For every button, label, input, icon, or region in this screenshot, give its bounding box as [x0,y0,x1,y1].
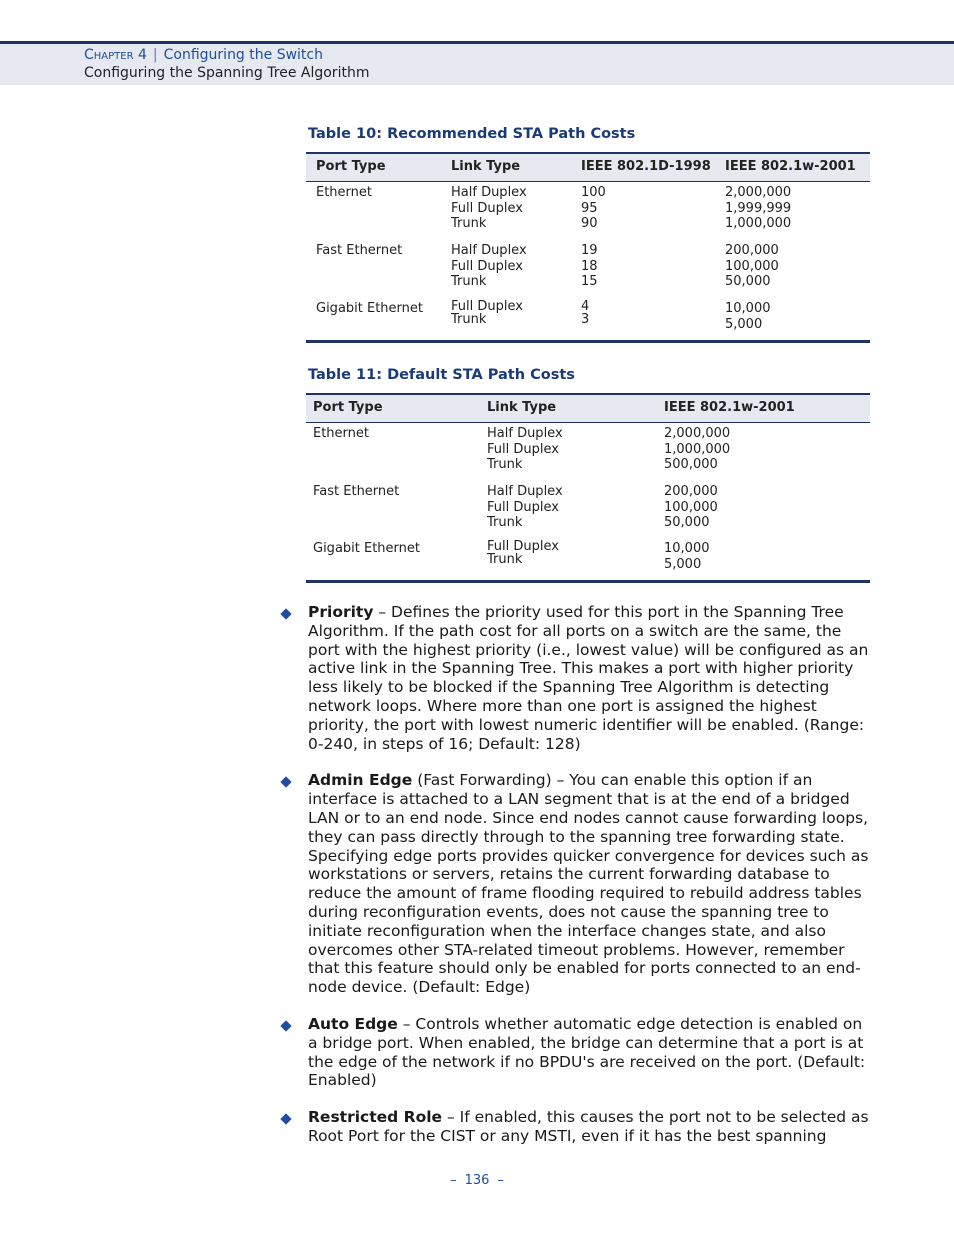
list-item-text [308,603,870,753]
port-type-cell: Fast Ethernet [313,484,400,499]
table11-col-link-type: Link Type [487,400,557,415]
description: (Fast Forwarding) – You can enable this option if an interface is attached to a LAN segment that is at the end of a bridged LAN or to an end node. Since end nodes cannot cause forwarding loops, they can pass directly through to the spanning tree forwarding state. Specifying edge ports provides quicker convergence for devices such as workstations or servers, retains the current forwarding database to reduce the amount of frame flooding required to rebuild address tables during reconfiguration events, does not cause the spanning tree to initiate reconfiguration when the interface changes state, and also overcomes other STA-related timeout problems. However, remember that this feature should only be enabled for ports connected to an end-node device. (Default: Edge) [308,771,869,997]
cost-1998-cell [581,185,606,232]
footer-dash: – [497,1173,504,1188]
cost-value: 15 [581,274,598,290]
link-type: Half Duplex [451,185,527,200]
diamond-bullet-icon [280,1113,291,1124]
description: – If enabled, this causes the port not to be selected as Root Port for the CIST or any MSTI, even if it has the best spanning [308,1108,869,1145]
chapter-line [84,47,323,63]
term: Restricted Role [308,1108,443,1127]
cost-2001-cell [725,185,791,232]
link-type: Full Duplex [451,258,523,274]
cost-value: 10,000 [664,541,710,556]
link-type: Trunk [487,551,523,567]
cost-value: 1,000,000 [664,441,731,457]
cost-value: 100,000 [725,258,779,274]
list-item-text [308,1015,870,1090]
cost-value: 200,000 [664,484,718,499]
link-type-cell [487,426,563,473]
link-type: Trunk [487,515,523,531]
cost-value: 2,000,000 [664,426,731,441]
port-type-cell: Ethernet [313,426,369,441]
list-item [280,771,880,997]
cost-value: 10,000 [725,301,771,316]
cost-value: 5,000 [664,556,702,572]
link-type: Trunk [451,216,487,232]
table10-col-port-type: Port Type [316,159,386,174]
chapter-title: Configuring the Switch [163,47,323,63]
cost-value: 100 [581,185,606,200]
table11-header [306,393,870,423]
table10-col-ieee-1998: IEEE 802.1D-1998 [581,159,711,174]
cost-value: 3 [581,311,590,327]
link-type: Half Duplex [487,426,563,441]
list-item [280,1015,880,1090]
term: Admin Edge [308,771,413,790]
link-type: Half Duplex [487,484,563,499]
header-separator: | [152,47,158,63]
description: – Controls whether automatic edge detection is enabled on a bridge port. When enabled, the bridge can determine that a port is at the edge of the network if no BPDU's are received on the port. (Default: Enabled) [308,1014,866,1090]
link-type: Trunk [487,457,523,473]
table10-col-link-type: Link Type [451,159,521,174]
cost-2001-cell [725,243,779,290]
link-type: Trunk [451,274,487,290]
list-item [280,1108,880,1146]
cost-1998-cell [581,301,589,326]
link-type: Full Duplex [451,299,523,314]
diamond-bullet-icon [280,777,291,788]
link-type: Full Duplex [487,499,559,515]
cost-value: 18 [581,258,598,274]
link-type: Full Duplex [487,539,559,554]
table10-col-ieee-2001: IEEE 802.1w-2001 [725,159,856,174]
footer-dash: – [450,1173,457,1188]
port-type-cell: Fast Ethernet [316,243,403,258]
cost-value: 90 [581,216,598,232]
section-title: Configuring the Spanning Tree Algorithm [84,65,370,81]
link-type-cell [451,185,527,232]
diamond-bullet-icon [280,1020,291,1031]
cost-value: 5,000 [725,316,763,332]
cost-value: 100,000 [664,499,718,515]
link-type: Full Duplex [451,200,523,216]
page-header [0,41,954,85]
cost-value: 19 [581,243,598,258]
port-type-cell: Gigabit Ethernet [313,541,420,556]
cost-value: 4 [581,299,590,314]
cost-2001-cell [664,484,718,531]
page-footer [0,1173,954,1188]
table11-caption: Table 11: Default STA Path Costs [308,367,575,383]
link-type-cell [487,541,559,566]
cost-2001-cell [725,301,771,332]
chapter-label: Chapter 4 [84,47,147,63]
port-type-cell: Ethernet [316,185,372,200]
table10-body [306,182,870,343]
parameter-list [280,603,880,1164]
link-type: Half Duplex [451,243,527,258]
cost-2001-cell [664,541,710,572]
term: Priority [308,603,374,621]
cost-2001-cell [664,426,730,473]
table11-col-ieee-2001: IEEE 802.1w-2001 [664,400,795,415]
table11 [306,393,870,583]
cost-value: 50,000 [725,274,771,290]
diamond-bullet-icon [280,608,291,619]
cost-value: 2,000,000 [725,185,792,200]
link-type: Trunk [451,311,487,327]
link-type-cell [451,301,523,326]
port-type-cell: Gigabit Ethernet [316,301,423,316]
table11-body [306,423,870,583]
term: Auto Edge [308,1014,398,1033]
link-type-cell [451,243,527,290]
cost-1998-cell [581,243,598,290]
cost-value: 50,000 [664,515,710,531]
list-item-text [308,771,870,997]
cost-value: 1,000,000 [725,216,792,232]
table10 [306,152,870,343]
page-number: 136 [464,1173,490,1188]
link-type: Full Duplex [487,441,559,457]
table10-caption: Table 10: Recommended STA Path Costs [308,126,636,142]
list-item-text [308,1108,870,1146]
description: – Defines the priority used for this port in the Spanning Tree Algorithm. If the path cost for all ports on a switch are the same, the port with the highest priority (i.e., lowest value) will be configured as an active link in the Spanning Tree. This makes a port with higher priority less likely to be blocked if the Spanning Tree Algorithm is detecting network loops. Where more than one port is assigned the highest priority, the port with lowest numeric identifier will be enabled. (Range: 0-240, in steps of 16; Default: 128) [308,603,869,753]
cost-value: 200,000 [725,243,779,258]
list-item [280,603,880,753]
cost-value: 95 [581,200,598,216]
table11-col-port-type: Port Type [313,400,383,415]
cost-value: 1,999,999 [725,200,792,216]
table10-header [306,152,870,182]
cost-value: 500,000 [664,457,718,473]
link-type-cell [487,484,563,531]
